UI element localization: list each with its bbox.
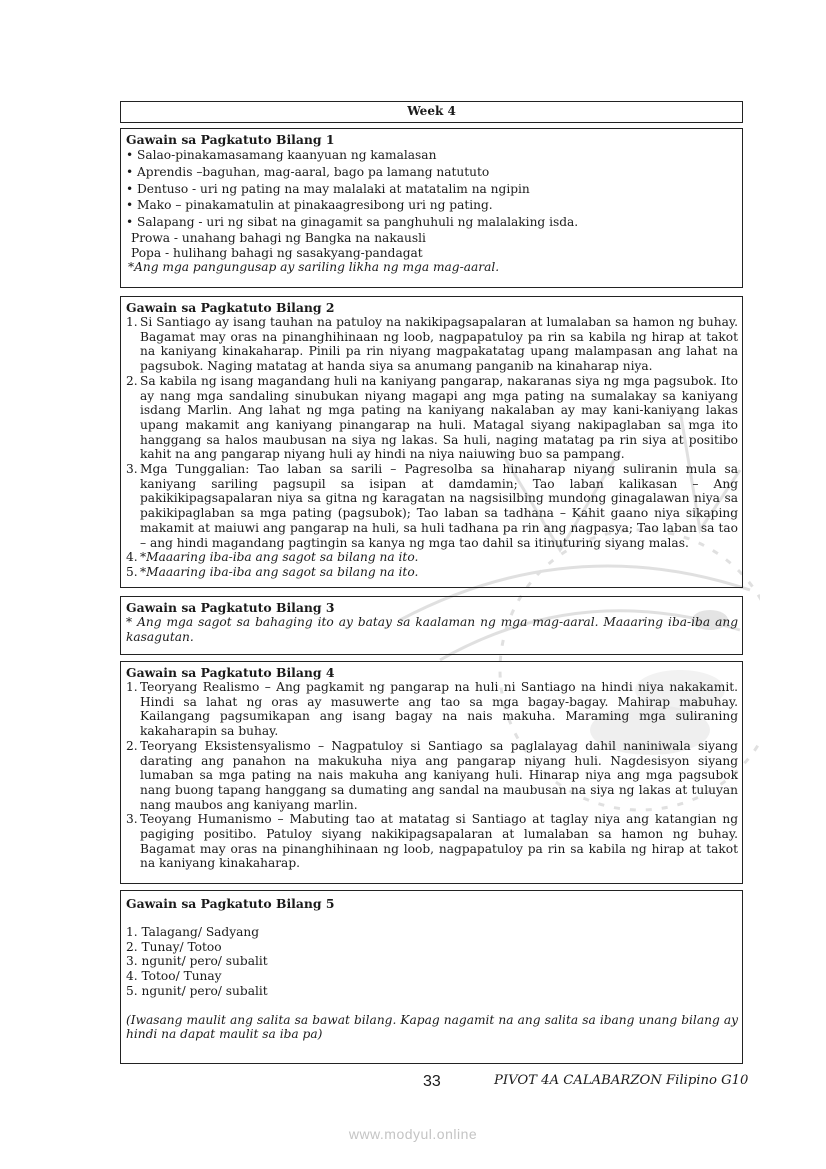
list-item: • Dentuso - uri ng pating na may malalaki at matatalim na ngipin — [126, 181, 738, 198]
activity-title: Gawain sa Pagkatuto Bilang 2 — [126, 300, 335, 315]
item-text: Teoyang Humanismo – Mabuting tao at matatag si Santiago at taglay niya ang katangian ng pagiging positibo. Patuloy siyang nakikipagsapalaran at lumalaban sa hamon ng buhay. Bagamat may oras na pinanghihinaan ng loob, nagpapatuloy pa rin sa kabila ng hirap at takot na kaniyang kinakaharap. — [140, 812, 738, 871]
activity-box-3 — [120, 596, 743, 655]
answer-item: 5. ngunit/ pero/ subalit — [126, 983, 268, 998]
activity-title: Gawain sa Pagkatuto Bilang 4 — [126, 665, 335, 680]
activity-box-5 — [120, 890, 743, 1064]
page-number: 33 — [423, 1073, 441, 1090]
list-item — [126, 462, 738, 550]
week-header — [120, 101, 743, 123]
answer-list — [126, 680, 738, 871]
item-text: *Maaaring iba-iba ang sagot sa bilang na ito. — [140, 550, 419, 565]
list-item — [126, 565, 738, 580]
week-label: Week 4 — [407, 104, 456, 118]
item-number: 2. — [126, 373, 138, 388]
item-number: 3. — [126, 462, 138, 477]
item-number: 1. — [126, 680, 138, 694]
activity-box-1 — [120, 128, 743, 288]
list-item — [126, 374, 738, 462]
item-number: 1. — [126, 315, 138, 329]
vocabulary-list — [126, 147, 738, 231]
activity-title: Gawain sa Pagkatuto Bilang 5 — [126, 896, 335, 911]
item-text: Teoryang Realismo – Ang pagkamit ng pangarap na huli ni Santiago na hindi niya nakakamit. Hindi sa lahat ng oras ay masuwerte ang tao sa mga bagay-bagay. Mahirap mabuhay. Kailangang pagsumikapan ang isang bagay na nais makuha. Maraming mga suliraning kakaharapin sa buhay. — [140, 680, 738, 739]
watermark-url: www.modyul.online — [348, 1126, 478, 1142]
list-item: • Salapang - uri ng sibat na ginagamit sa panghuhuli ng malalaking isda. — [126, 214, 738, 231]
answer-item: 1. Talagang/ Sadyang — [126, 925, 260, 939]
answer-list — [126, 315, 738, 580]
item-text: Mga Tunggalian: Tao laban sa sarili – Pagresolba sa hinaharap niyang suliranin mula sa kaniyang sariling pagsupil sa isipan at damdamin; Tao laban kalikasan – Ang pakikikipagsapalaran niya sa gitna ng karagatan na nagsisilbing mundong ginagalawan niya sa pakikipaglaban sa mga pating (pagsubok); Tao laban sa tadhana – Kahit gaano niya sikaping makamit at maiuwi ang pangarap na huli, sa huli tadhana pa rin ang nagpasya; Tao laban sa tao – ang hindi magandang pagtingin sa kanya ng mga tao dahil sa itinuturing siyang malas. — [140, 462, 738, 550]
answer-item: 2. Tunay/ Totoo — [126, 939, 222, 954]
list-item — [126, 550, 738, 565]
item-number: 4. — [126, 550, 138, 565]
item-number: 2. — [126, 738, 138, 753]
activity-note: * Ang mga sagot sa bahaging ito ay batay sa kaalaman ng mga mag-aaral. Maaaring iba-iba ang kasagutan. — [126, 615, 738, 644]
item-text: Sa kabila ng isang magandang huli na kaniyang pangarap, nakaranas siya ng mga pagsubok. Ito ay nang mga sandaling sinubukan niyang magapi ang mga pating na sumalakay sa kaniyang isdang Marlin. Ang lahat ng mga pating na kaniyang nakalaban ay may kani-kaniyang lakas upang makamit ang kaniyang pinangarap na huli. Matagal siyang nakipaglaban sa mga ito hanggang sa halos maubusan na siya ng lakas. Sa huli, naging matatag pa rin siya at positibo kahit na ang pangarap niyang huli ay hindi na niya naiuwing buo sa pampang. — [140, 373, 738, 462]
footer-label: PIVOT 4A CALABARZON Filipino G10 — [494, 1073, 749, 1088]
list-item: • Aprendis –baguhan, mag-aaral, bago pa lamang natututo — [126, 164, 738, 181]
activity-title: Gawain sa Pagkatuto Bilang 1 — [126, 132, 335, 147]
item-number: 5. — [126, 564, 138, 579]
list-item: • Mako – pinakamatulin at pinakaagresibong uri ng pating. — [126, 197, 738, 214]
item-number: 3. — [126, 812, 138, 827]
activity-box-2 — [120, 296, 743, 588]
list-item — [126, 812, 738, 871]
activity-note: *Ang mga pangungusap ay sariling likha ng mga mag-aaral. — [128, 260, 500, 275]
list-item — [126, 680, 738, 739]
extra-line: Prowa - unahang bahagi ng Bangka na nakausli — [131, 230, 426, 245]
list-item — [126, 739, 738, 813]
extra-line: Popa - hulihang bahagi ng sasakyang-pandagat — [131, 245, 423, 260]
list-item — [126, 315, 738, 374]
answer-item: 4. Totoo/ Tunay — [126, 969, 222, 984]
list-item: • Salao-pinakamasamang kaanyuan ng kamalasan — [126, 147, 738, 164]
item-text: Si Santiago ay isang tauhan na patuloy na nakikipagsapalaran at lumalaban sa hamon ng buhay. Bagamat may oras na pinanghihinaan ng loob, nagpapatuloy pa rin sa kabila ng hirap at takot na kaniyang kinakaharap. Pinili pa rin niyang magpakatatag upang malampasan ang lahat na pagsubok. Naging matatag at handa siya sa anumang panganib na kinaharap niya. — [140, 315, 738, 374]
activity-note: (Iwasang maulit ang salita sa bawat bilang. Kapag nagamit na ang salita sa ibang unang bilang ay hindi na dapat maulit sa iba pa) — [126, 1012, 738, 1042]
item-text: Teoryang Eksistensyalismo – Nagpatuloy si Santiago sa paglalayag dahil naniniwala siyang darating ang panahon na makukuha niya ang pangarap niyang huli. Nagdesisyon siyang lumaban sa mga pating na nais makuha ang kaniyang huli. Hinarap niya ang mga pagsubok nang buong tapang hanggang sa dumating ang sandal na maubusan na siya ng lakas at tuluyan nang maubos ang kaniyang marlin. — [140, 738, 738, 812]
activity-box-4 — [120, 661, 743, 884]
answer-item: 3. ngunit/ pero/ subalit — [126, 954, 268, 969]
activity-title: Gawain sa Pagkatuto Bilang 3 — [126, 600, 335, 615]
item-text: *Maaaring iba-iba ang sagot sa bilang na ito. — [140, 564, 419, 579]
